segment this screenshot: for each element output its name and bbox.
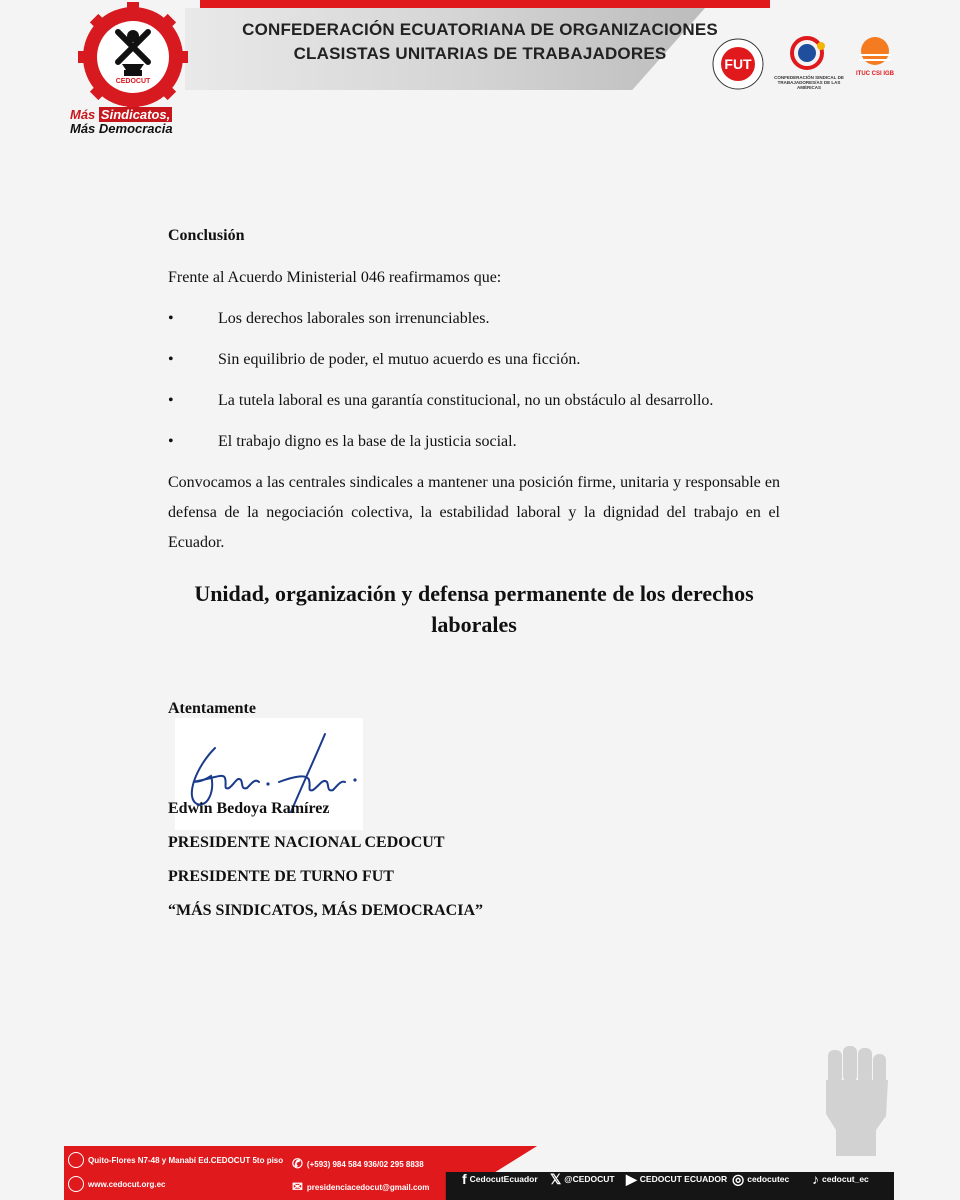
fut-text: FUT [724, 56, 752, 72]
section-heading: Conclusión [168, 227, 245, 244]
phone-text: (+593) 984 584 936/02 295 8838 [306, 1159, 424, 1169]
instagram-icon: ◎ [732, 1171, 745, 1187]
fut-logo [712, 38, 764, 90]
phone-icon: ✆ [292, 1156, 303, 1171]
x-icon: 𝕏 [550, 1171, 562, 1187]
letter-body [168, 226, 780, 719]
ituc-text: ITUC CSI IGB [855, 71, 894, 77]
slogan-badge [70, 108, 173, 136]
raised-fist-icon [822, 1046, 892, 1156]
bullet-text: Sin equilibrio de poder, el mutuo acuerdo es una ficción. [218, 351, 581, 368]
youtube-handle[interactable]: CEDOCUT ECUADOR [639, 1174, 728, 1184]
email-text[interactable]: presidenciacedocut@gmail.com [306, 1182, 430, 1192]
facebook-icon: f [462, 1171, 467, 1187]
bullet-text: El trabajo digno es la base de la justicia social. [218, 433, 517, 450]
title-line-1: CONFEDERACIÓN ECUATORIANA DE ORGANIZACIONES [242, 20, 718, 39]
slogan-line-2: Más Democracia [70, 121, 173, 136]
instagram-handle[interactable]: cedocutec [747, 1174, 790, 1184]
globe-icon [68, 1176, 84, 1192]
signature-slogan: “MÁS SINDICATOS, MÁS DEMOCRACIA” [168, 902, 483, 919]
location-pin-icon [68, 1152, 84, 1168]
social-facebook[interactable] [462, 1172, 538, 1186]
x-handle[interactable]: @CEDOCUT [564, 1174, 615, 1184]
bullet-item [168, 432, 780, 452]
bullet-mark: • [168, 310, 174, 327]
bullet-item [168, 391, 780, 411]
facebook-handle[interactable]: CedocutEcuador [469, 1174, 538, 1184]
closing-salutation: Atentamente [168, 700, 256, 717]
bullet-mark: • [168, 351, 174, 368]
letterhead [0, 0, 960, 140]
call-paragraph: Convocamos a las centrales sindicales a mantener una posición firme, unitaria y responsable en defensa de la negociación colectiva, la estabilidad laboral y la dignidad del trabajo en el Ecuador. [168, 474, 780, 551]
motto-heading: Unidad, organización y defensa permanente de los derechos laborales [194, 581, 754, 637]
bullet-mark: • [168, 433, 174, 450]
bullet-text: La tutela laboral es una garantía constitucional, no un obstáculo al desarrollo. [218, 392, 714, 409]
social-youtube[interactable] [626, 1172, 727, 1186]
signer-role-2: PRESIDENTE DE TURNO FUT [168, 868, 394, 885]
bullet-item [168, 350, 780, 370]
footer-email[interactable] [292, 1179, 429, 1195]
signature-block [168, 792, 483, 928]
cedocut-logo-icon [78, 2, 188, 112]
csa-logo [768, 36, 850, 90]
social-tiktok[interactable] [812, 1172, 869, 1186]
footer-phone [292, 1156, 424, 1172]
header-red-stripe [200, 0, 770, 8]
intro-paragraph: Frente al Acuerdo Ministerial 046 reafirmamos que: [168, 269, 502, 286]
csa-globe-icon [789, 36, 829, 70]
organization-title [240, 18, 720, 66]
csa-text: CONFEDERACIÓN SINDICAL DE TRABAJADORES/AS DE LAS AMÉRICAS [774, 75, 844, 90]
address-text: Quito-Flores N7-48 y Manabí Ed.CEDOCUT 5to piso [88, 1155, 284, 1165]
bullet-item [168, 309, 780, 329]
signer-role-1: PRESIDENTE NACIONAL CEDOCUT [168, 834, 445, 851]
signer-name: Edwin Bedoya Ramírez [168, 800, 330, 817]
slogan-word-mas: Más [70, 107, 96, 122]
social-instagram[interactable] [732, 1172, 789, 1186]
social-x[interactable] [550, 1172, 615, 1186]
youtube-icon: ▶ [626, 1171, 637, 1187]
email-icon: ✉ [292, 1179, 303, 1194]
title-line-2: CLASISTAS UNITARIAS DE TRABAJADORES [293, 44, 667, 63]
ituc-logo [852, 36, 898, 77]
bullet-mark: • [168, 392, 174, 409]
tiktok-icon: ♪ [812, 1171, 819, 1187]
bullet-text: Los derechos laborales son irrenunciables. [218, 310, 490, 327]
footer-address [68, 1152, 283, 1168]
logo-label: CEDOCUT [115, 78, 151, 85]
tiktok-handle[interactable]: cedocut_ec [822, 1174, 869, 1184]
ituc-sun-icon [859, 36, 891, 66]
website-text[interactable]: www.cedocut.org.ec [88, 1179, 166, 1189]
slogan-word-sindicatos: Sindicatos, [100, 107, 171, 122]
footer-website[interactable] [68, 1176, 166, 1192]
